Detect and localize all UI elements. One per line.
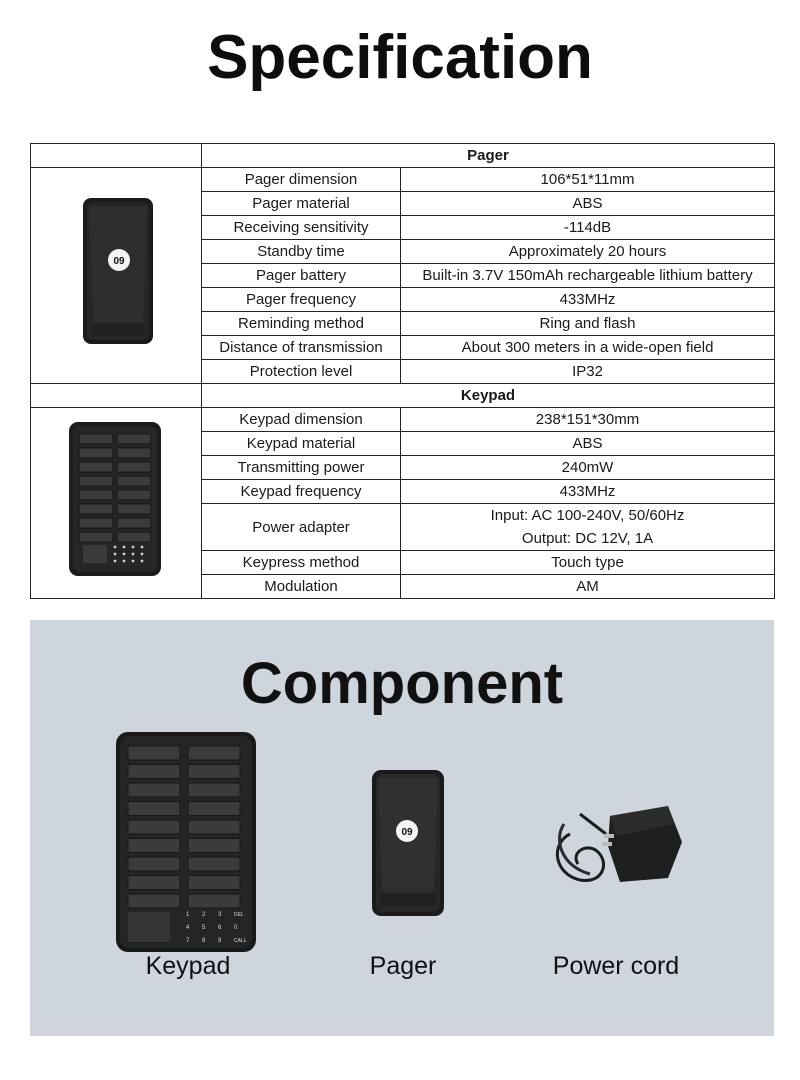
keypad-button-dot (123, 552, 126, 555)
spec-value: 433MHz (401, 288, 775, 312)
spec-label: Keypad dimension (202, 408, 401, 432)
spec-value: ABS (401, 192, 775, 216)
spec-value: 238*151*30mm (401, 408, 775, 432)
keypad-label: Keypad (145, 952, 231, 980)
keypad-button-dot (123, 545, 126, 548)
table-row (31, 168, 775, 192)
spec-label: Pager material (202, 192, 401, 216)
keypad-slot (79, 448, 113, 458)
keypad-key-label: 4 (186, 925, 190, 931)
power-cord-image (550, 794, 690, 894)
keypad-slot (128, 783, 180, 797)
pager-header-row (31, 144, 775, 168)
spec-label: Pager frequency (202, 288, 401, 312)
keypad-slot (188, 839, 240, 853)
keypad-slot (128, 820, 180, 834)
keypad-key-label: CALL (234, 938, 247, 944)
spec-label: Distance of transmission (202, 336, 401, 360)
keypad-product-image (114, 730, 258, 954)
keypad-slot (79, 462, 113, 472)
keypad-slot (128, 857, 180, 871)
keypad-slot (117, 476, 151, 486)
spec-value: Ring and flash (401, 312, 775, 336)
spec-value: 240mW (401, 456, 775, 480)
keypad-button-dot (141, 545, 144, 548)
keypad-slot (79, 476, 113, 486)
spec-label: Keypad frequency (202, 480, 401, 504)
keypad-slot (128, 765, 180, 779)
keypad-image (31, 412, 202, 588)
spec-label: Keypress method (202, 551, 401, 575)
spec-value: Input: AC 100-240V, 50/60Hz (401, 504, 775, 528)
pager-product-image (370, 768, 446, 918)
keypad-slot (79, 504, 113, 514)
spec-label: Reminding method (202, 312, 401, 336)
spec-label: Standby time (202, 240, 401, 264)
spec-label: Power adapter (202, 504, 401, 551)
keypad-slot (117, 448, 151, 458)
table-row (31, 408, 775, 432)
keypad-slot (128, 894, 180, 908)
keypad-slot (117, 434, 151, 444)
keypad-slot (79, 532, 113, 542)
keypad-button-dot (114, 559, 117, 562)
keypad-slot (79, 518, 113, 528)
pager-image-cell (31, 168, 202, 384)
pager-badge-number: 09 (401, 827, 413, 838)
keypad-slot (188, 857, 240, 871)
keypad-button-dot (114, 552, 117, 555)
spec-value: 433MHz (401, 480, 775, 504)
keypad-key-label: 8 (202, 938, 206, 944)
keypad-slot (188, 765, 240, 779)
pager-label: Pager (369, 952, 437, 980)
keypad-key-label: 3 (218, 912, 222, 918)
spec-label: Keypad material (202, 432, 401, 456)
keypad-key-label: 0 (234, 925, 238, 931)
keypad-slot (117, 532, 151, 542)
keypad-slot (117, 490, 151, 500)
pager-image (31, 172, 202, 372)
keypad-key-label: 7 (186, 938, 190, 944)
spec-label: Modulation (202, 575, 401, 599)
component-panel (30, 620, 774, 1036)
specification-table (30, 143, 775, 599)
spec-label: Pager battery (202, 264, 401, 288)
spec-label: Protection level (202, 360, 401, 384)
keypad-slot (128, 746, 180, 760)
spec-value: ABS (401, 432, 775, 456)
keypad-slot (128, 802, 180, 816)
keypad-button-dot (141, 559, 144, 562)
keypad-slot (188, 802, 240, 816)
spec-value: Touch type (401, 551, 775, 575)
keypad-button-dot (123, 559, 126, 562)
keypad-slot (79, 434, 113, 444)
keypad-key-label: 9 (218, 938, 222, 944)
spec-value: -114dB (401, 216, 775, 240)
keypad-slot (188, 746, 240, 760)
keypad-button-dot (132, 545, 135, 548)
spec-value: 106*51*11mm (401, 168, 775, 192)
keypad-slot (117, 504, 151, 514)
keypad-slot (128, 839, 180, 853)
keypad-slot (79, 490, 113, 500)
spec-label: Pager dimension (202, 168, 401, 192)
keypad-slot (188, 894, 240, 908)
specification-title: Specification (207, 23, 593, 92)
keypad-slot (128, 876, 180, 890)
pager-section-header: Pager (202, 144, 775, 168)
spec-label: Receiving sensitivity (202, 216, 401, 240)
power-cord-label: Power cord (552, 952, 680, 980)
keypad-key-label: 6 (218, 925, 222, 931)
keypad-button-dot (114, 545, 117, 548)
keypad-image-cell (31, 408, 202, 599)
spec-value: About 300 meters in a wide-open field (401, 336, 775, 360)
keypad-section-header: Keypad (202, 384, 775, 408)
keypad-slot (188, 876, 240, 890)
spec-value: AM (401, 575, 775, 599)
keypad-key-label: 2 (202, 912, 206, 918)
keypad-key-label: 1 (186, 912, 190, 918)
keypad-key-label: 5 (202, 925, 206, 931)
spec-value: Built-in 3.7V 150mAh rechargeable lithium battery (401, 264, 775, 288)
keypad-slot (117, 462, 151, 472)
spec-label: Transmitting power (202, 456, 401, 480)
spec-value: Output: DC 12V, 1A (401, 527, 775, 551)
keypad-slot (188, 783, 240, 797)
keypad-button-dot (132, 559, 135, 562)
keypad-button-dot (132, 552, 135, 555)
keypad-key-label: DEL (234, 912, 244, 918)
keypad-button-dot (141, 552, 144, 555)
spec-value: IP32 (401, 360, 775, 384)
keypad-slot (188, 820, 240, 834)
spec-value: Approximately 20 hours (401, 240, 775, 264)
keypad-slot (117, 518, 151, 528)
pager-badge-number: 09 (113, 256, 125, 267)
component-title: Component (240, 651, 564, 716)
keypad-header-row (31, 384, 775, 408)
